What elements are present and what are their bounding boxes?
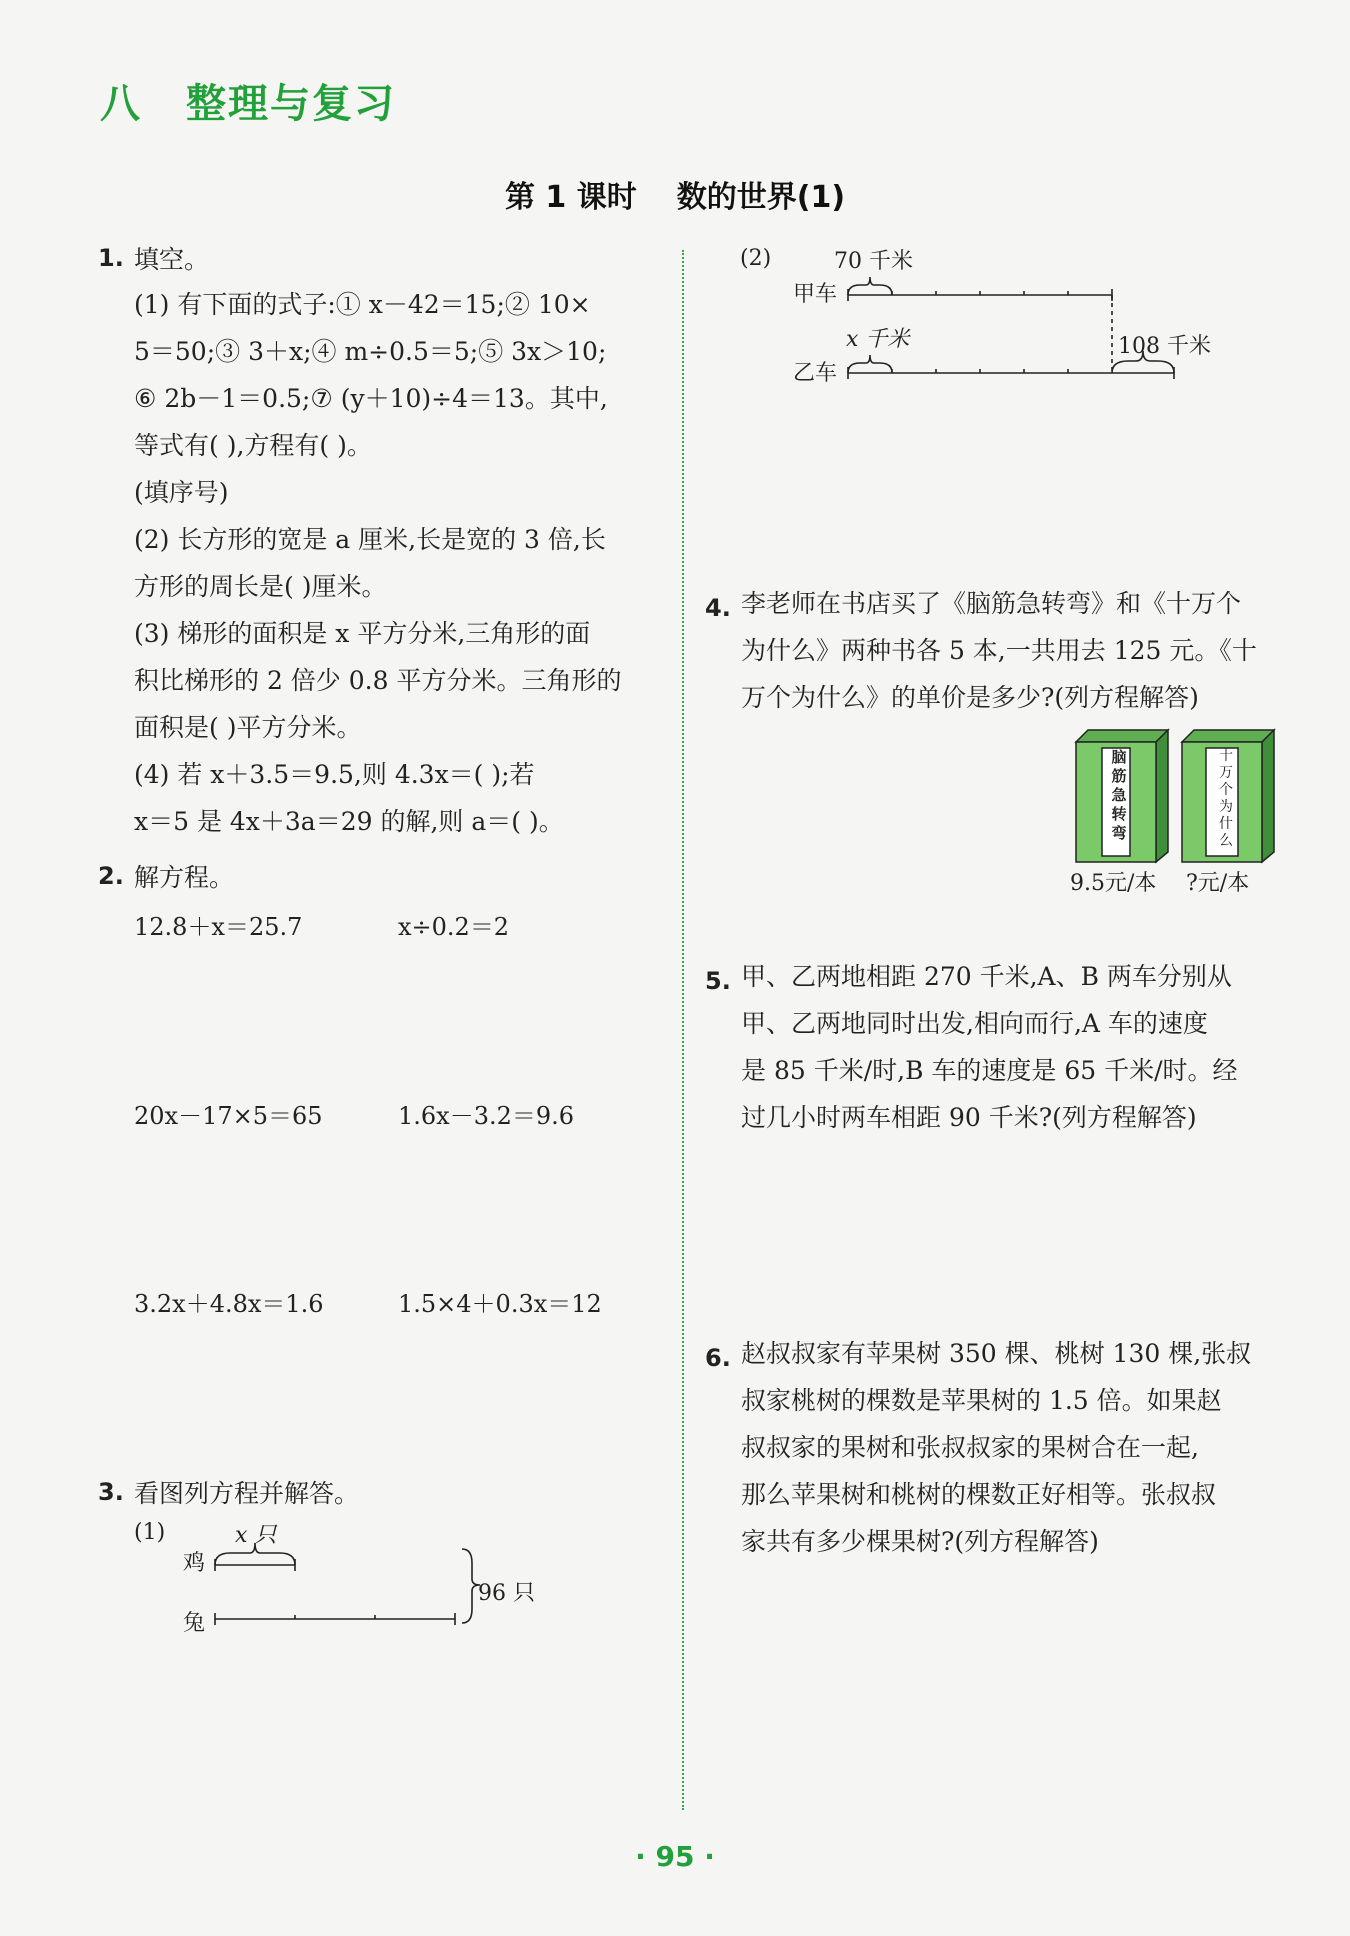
q5-line: 过几小时两车相距 90 千米?(列方程解答) (741, 1103, 1197, 1132)
q1-body (134, 281, 621, 845)
lesson-title: 第 1 课时 (504, 180, 637, 215)
chicken-label: 鸡 (183, 1551, 206, 1576)
column-divider (682, 250, 684, 1810)
q4-body (741, 580, 1257, 721)
equation-3: 20x－17×5＝65 (134, 1102, 323, 1130)
q6-line: 赵叔叔家有苹果树 350 棵、桃树 130 棵,张叔 (741, 1339, 1252, 1368)
book1-title: 脑 筋 急 转 弯 (1111, 748, 1127, 842)
book2-price: ?元/本 (1186, 871, 1250, 896)
q1-number: 1. (98, 244, 124, 272)
q4-line: 为什么》两种书各 5 本,一共用去 125 元。《十 (741, 636, 1257, 665)
chapter-heading (100, 72, 396, 129)
q5-body (741, 953, 1238, 1141)
q1-line: (填序号) (134, 478, 229, 507)
total-label: 96 只 (478, 1581, 535, 1606)
book1-price: 9.5元/本 (1070, 871, 1157, 896)
car-b-x-label: x 千米 (846, 327, 910, 352)
equation-6: 1.5×4＋0.3x＝12 (398, 1290, 602, 1318)
q3-part2-label: (2) (740, 246, 772, 271)
book2-title: 十 万 个 为 什 么 (1219, 748, 1233, 849)
q1-line: 等式有( ),方程有( )。 (134, 431, 372, 460)
car-distance-diagram (840, 265, 1180, 385)
q1-line: (2) 长方形的宽是 a 厘米,长是宽的 3 倍,长 (134, 525, 606, 554)
q5-number: 5. (705, 967, 731, 995)
chapter-title: 整理与复习 (186, 81, 396, 127)
equation-2: x÷0.2＝2 (398, 913, 510, 941)
q2-number: 2. (98, 862, 124, 890)
remaining-distance-label: 108 千米 (1118, 334, 1211, 359)
total-brace (462, 1549, 480, 1623)
lesson-heading (0, 172, 1350, 216)
q6-body (741, 1330, 1251, 1565)
q6-line: 叔叔家的果树和张叔叔家的果树合在一起, (741, 1433, 1199, 1462)
car-a-brace (848, 277, 892, 295)
q1-line: 5＝50;③ 3＋x;④ m÷0.5＝5;⑤ 3x＞10; (134, 337, 607, 366)
car-b-brace (848, 355, 892, 373)
q1-line: (4) 若 x＋3.5＝9.5,则 4.3x＝( );若 (134, 760, 535, 789)
q1-line: 方形的周长是( )厘米。 (134, 572, 387, 601)
q1-line: (3) 梯形的面积是 x 平方分米,三角形的面 (134, 619, 591, 648)
chicken-brace (215, 1543, 295, 1565)
remaining-brace (1112, 351, 1174, 373)
q1-line: 面积是( )平方分米。 (134, 713, 362, 742)
chicken-rabbit-diagram (200, 1535, 490, 1645)
q4-number: 4. (705, 594, 731, 622)
q2-heading: 解方程。 (134, 863, 235, 892)
q4-line: 李老师在书店买了《脑筋急转弯》和《十万个 (741, 589, 1242, 618)
q6-line: 叔家桃树的棵数是苹果树的 1.5 倍。如果赵 (741, 1386, 1222, 1415)
q6-line: 家共有多少棵果树?(列方程解答) (741, 1527, 1099, 1556)
car-a-label: 甲车 (793, 282, 838, 307)
q3-number: 3. (98, 1478, 124, 1506)
q4-line: 万个为什么》的单价是多少?(列方程解答) (741, 683, 1199, 712)
car-b-label: 乙车 (793, 361, 838, 386)
equation-4: 1.6x－3.2＝9.6 (398, 1102, 575, 1130)
car-a-distance-label: 70 千米 (834, 249, 913, 274)
q1-line: 积比梯形的 2 倍少 0.8 平方分米。三角形的 (134, 666, 622, 695)
q3-heading: 看图列方程并解答。 (134, 1479, 360, 1508)
q3-part1-label: (1) (134, 1520, 166, 1545)
rabbit-label: 兔 (183, 1611, 206, 1636)
q1-heading: 填空。 (134, 245, 210, 274)
q6-number: 6. (705, 1344, 731, 1372)
lesson-subtitle: 数的世界(1) (676, 180, 846, 215)
equation-1: 12.8＋x＝25.7 (134, 913, 303, 941)
q1-line: ⑥ 2b－1＝0.5;⑦ (y＋10)÷4＝13。其中, (134, 384, 608, 413)
equation-5: 3.2x＋4.8x＝1.6 (134, 1290, 324, 1318)
page-number: · 95 · (635, 1840, 715, 1873)
q6-line: 那么苹果树和桃树的棵数正好相等。张叔叔 (741, 1480, 1217, 1509)
chapter-number: 八 (100, 81, 142, 127)
q1-line: x＝5 是 4x＋3a＝29 的解,则 a＝( )。 (134, 807, 564, 836)
q5-line: 甲、乙两地同时出发,相向而行,A 车的速度 (741, 1009, 1208, 1038)
chicken-amount-label: x 只 (235, 1523, 277, 1548)
q1-line: (1) 有下面的式子:① x－42＝15;② 10× (134, 290, 591, 319)
q5-line: 甲、乙两地相距 270 千米,A、B 两车分别从 (741, 962, 1232, 991)
q5-line: 是 85 千米/时,B 车的速度是 65 千米/时。经 (741, 1056, 1238, 1085)
